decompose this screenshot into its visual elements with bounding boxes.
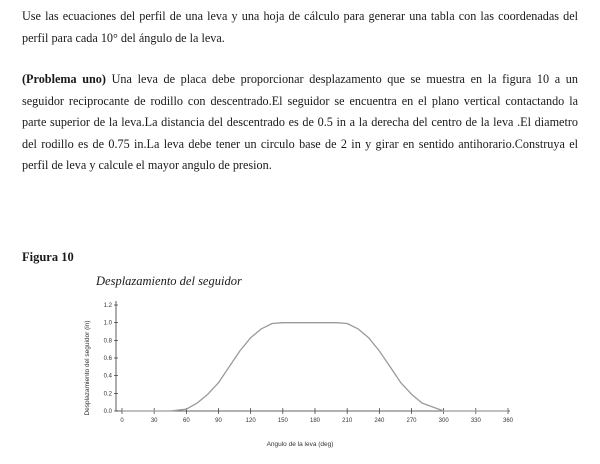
x-tick-label: 360 — [502, 418, 514, 424]
x-tick-label: 90 — [215, 418, 222, 424]
x-tick-label: 210 — [342, 418, 353, 424]
x-tick-label: 0 — [120, 418, 124, 424]
y-tick-label: 0.2 — [103, 391, 112, 398]
chart-title: Desplazamiento del seguidor — [96, 274, 242, 288]
y-tick-label: 0.0 — [103, 409, 112, 415]
intro-paragraph: Use las ecuaciones del perfil de una leva y una hoja de cálculo para generar una tabla con las coordenadas del perfil para cada 10° del ángulo de la leva. — [22, 9, 578, 45]
x-tick-label: 330 — [470, 418, 481, 424]
y-tick-label: 1.2 — [103, 303, 112, 309]
displacement-curve — [122, 323, 508, 411]
x-tick-label: 150 — [277, 418, 288, 424]
x-tick-label: 120 — [245, 418, 256, 424]
x-tick-label: 60 — [182, 418, 190, 424]
y-axis-label: Desplazamiento del seguidor (in) — [84, 320, 91, 416]
figure-label: Figura 10 — [22, 250, 74, 264]
x-tick-label: 240 — [374, 418, 385, 424]
y-axis — [104, 301, 118, 415]
y-tick-label: 0.6 — [103, 356, 112, 362]
problem-text: Una leva de placa debe proporcionar desplazamento que se muestra en la figura 10 a un seguidor reciprocante de rodillo con descentrado.El seguidor se encuentra en el plano vertical contactando la parte superior de la leva.La distancia del descentrado es de 0.5 in a la derecha del centro de la leva .El diametro del rodillo es de 0.75 in.La leva debe tener un circulo base de 2 in y girar en sentido antihorario.Construya el perfil de leva y calcule el mayor angulo de presion. — [22, 72, 578, 172]
displacement-chart — [80, 272, 540, 458]
y-tick-label: 1.0 — [103, 320, 112, 327]
x-tick-label: 180 — [309, 418, 321, 424]
x-tick-label: 300 — [438, 418, 449, 424]
x-axis-label: Angulo de la leva (deg) — [266, 441, 334, 448]
displacement-curve-group — [122, 323, 508, 411]
x-tick-label: 30 — [150, 418, 158, 424]
y-tick-label: 0.4 — [103, 373, 112, 380]
problem-paragraph — [22, 69, 578, 177]
y-tick-label: 0.8 — [103, 338, 112, 345]
problem-label: (Problema uno) — [22, 72, 106, 86]
x-tick-label: 270 — [406, 418, 417, 424]
